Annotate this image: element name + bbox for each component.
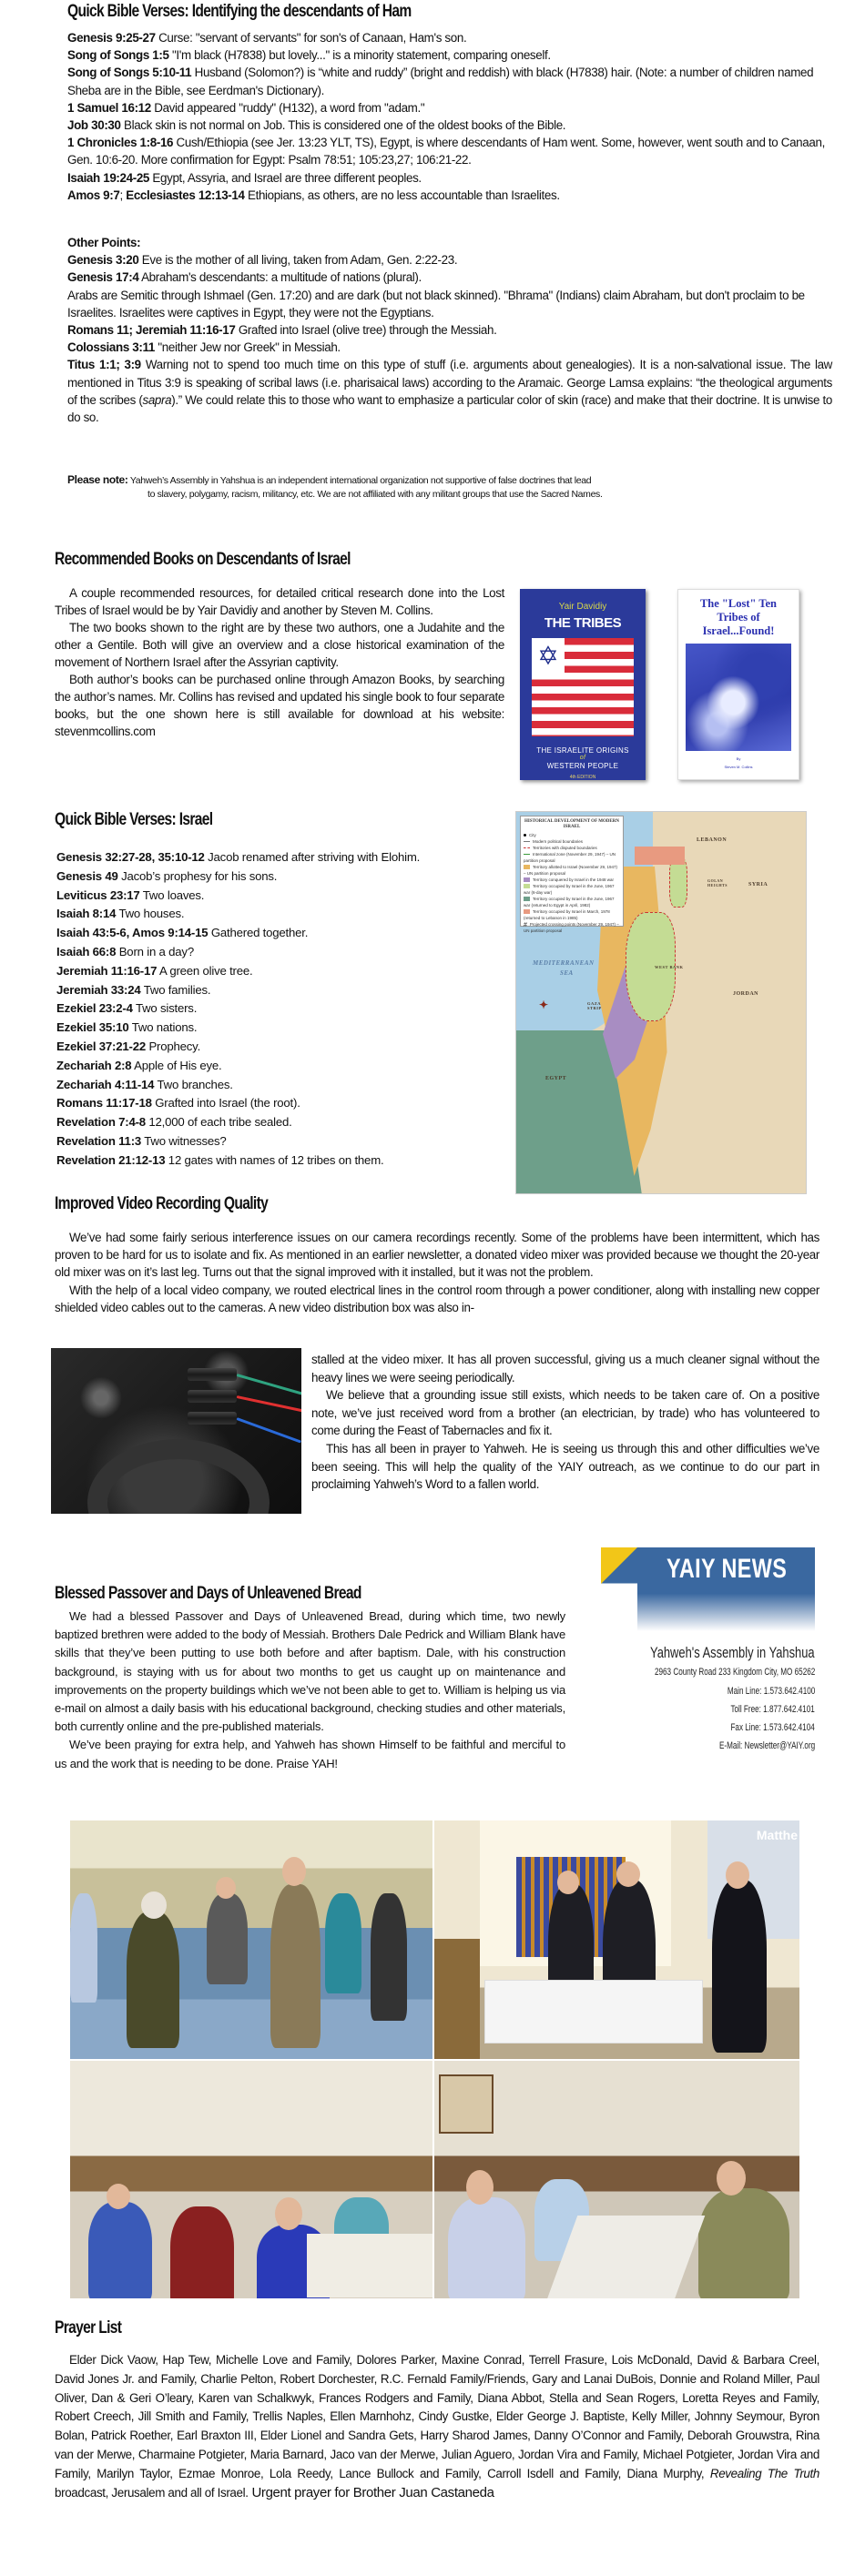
verse-ref: Zechariah 4:11-14 xyxy=(56,1077,155,1091)
legend-swatch xyxy=(524,865,530,869)
coiled-cable xyxy=(87,1439,270,1514)
legend-swatch xyxy=(524,909,530,914)
point-item xyxy=(67,287,832,321)
ham-heading: Quick Bible Verses: Identifying the descendants of Ham xyxy=(67,2,412,21)
point-text: Grafted into Israel (olive tree) through the Messiah. xyxy=(235,323,497,338)
verse-ref: Zechariah 2:8 xyxy=(56,1058,132,1072)
map-label-lebanon: LEBANON xyxy=(697,837,728,843)
verse-ref: Isaiah 8:14 xyxy=(56,907,117,921)
point-item xyxy=(67,251,832,269)
video-cables-photo xyxy=(51,1348,301,1514)
video-paragraph: We believe that a grounding issue still exists, which needs to be taken care of. On a positive note, we’ve just received word from a brother (an electrician, by trade) who has volunteered to come during the Feast of Tabernacles and fix it. xyxy=(311,1388,819,1438)
verse-text: Gathered together. xyxy=(208,926,309,940)
verse-text: Two branches. xyxy=(154,1077,233,1091)
verse-item xyxy=(56,867,512,887)
legend-swatch xyxy=(524,854,530,855)
person-head xyxy=(216,1877,236,1899)
point-italic: sapra xyxy=(142,392,172,407)
verse-ref: Jeremiah 33:24 xyxy=(56,982,141,997)
verse-ref: Jeremiah 11:16-17 xyxy=(56,963,158,978)
person-head xyxy=(275,2197,302,2230)
map-legend xyxy=(520,816,624,933)
verse-ref: 1 Samuel 16:12 xyxy=(67,100,151,115)
verse-text: Jacob renamed after striving with Elohim. xyxy=(204,850,421,864)
legend-swatch xyxy=(524,834,526,837)
point-text: ).” We could relate this to those who want to emphasize a particular color of skin (race) and make that their doctrine. It is unwise to do so. xyxy=(67,392,832,425)
person xyxy=(698,2188,789,2298)
verse-text: Two families. xyxy=(140,982,211,997)
ham-verse-list xyxy=(67,29,832,204)
map-golan-region xyxy=(669,857,687,908)
ship-in-storm-illustration xyxy=(686,644,791,751)
books-paragraph: Both author’s books can be purchased online through Amazon Books, by searching the author’s names. Mr. Collins has revised and updated his single book to four separate books, but the one shown here is still available for download at his website: stevenmcollins.com xyxy=(55,673,504,738)
verse-ref: Ezekiel 35:10 xyxy=(56,1020,129,1035)
verse-text: A green olive tree. xyxy=(157,963,253,978)
subtitle-line: WESTERN PEOPLE xyxy=(546,762,619,770)
world-map-poster xyxy=(439,2074,494,2134)
verse-ref: Genesis 32:27-28, 35:10-12 xyxy=(56,850,205,864)
map-label-sea: SEA xyxy=(560,969,574,977)
verse-text: Two houses. xyxy=(116,907,185,921)
verse-item xyxy=(56,1076,512,1095)
verse-item xyxy=(67,187,832,204)
books-heading: Recommended Books on Descendants of Israel xyxy=(55,550,351,569)
video-heading: Improved Video Recording Quality xyxy=(55,1194,269,1213)
title-line: The "Lost" Ten xyxy=(699,597,778,610)
books-paragraph: A couple recommended resources, for detailed critical research done into the Lost Tribes of Israel would be by Yair Davidiy and another by Steven M. Collins. xyxy=(55,586,504,617)
legend-label: Territory allotted to Israel (November 29, 1947) – UN partition proposal xyxy=(524,865,618,876)
verse-item xyxy=(67,117,832,134)
map-label-sea: MEDITERRANEAN xyxy=(533,959,595,967)
point-text: Abraham's descendants: a multitude of nations (plural). xyxy=(138,270,422,285)
passover-body xyxy=(55,1607,565,1773)
verse-item xyxy=(56,1057,512,1076)
verse-text: Curse: "servant of servants" for son's of Canaan, Ham's son. xyxy=(155,31,467,45)
verse-item xyxy=(56,848,512,867)
map-lebanon-occupied-region xyxy=(635,847,685,865)
verse-ref: Ezekiel 37:21-22 xyxy=(56,1039,146,1053)
fellowship-meal-photo-2 xyxy=(434,2061,799,2298)
person-head xyxy=(557,1871,579,1894)
verse-text: Black skin is not normal on Job. This is considered one of the oldest books of the Bible. xyxy=(120,118,566,133)
verse-text: Husband (Solomon?) is “white and ruddy” (bright and reddish) with black (H7838) hair. (Note: a number of children named Sheba are in the Bible, see Eerdman's Dictionary). xyxy=(67,66,814,97)
bnc-connector xyxy=(188,1412,237,1425)
legend-label: Projected crossing points (November 29, 1947) – UN partition proposal xyxy=(524,922,619,933)
legend-item xyxy=(524,864,620,877)
legend-item xyxy=(524,883,620,896)
verse-text: Two sisters. xyxy=(132,1001,198,1016)
email-link[interactable]: E-Mail: Newsletter@YAIY.org xyxy=(718,1740,815,1751)
verse-ref: Isaiah 19:24-25 xyxy=(67,170,150,185)
video-body-top xyxy=(55,1229,819,1316)
verse-ref: Isaiah 66:8 xyxy=(56,944,117,958)
legend-swatch xyxy=(524,884,530,888)
green-cable xyxy=(237,1374,301,1395)
verse-ref: Song of Songs 1:5 xyxy=(67,48,169,63)
person xyxy=(170,2206,234,2298)
video-paragraph: We’ve had some fairly serious interference issues on our camera recordings recently. Some of the problems have been intermittent, which has proven to be hard for us to isolate and fix. As mentioned in an earlier newsletter, a donated video mixer was provided because we thought the 20-year old mixer was on it’s last leg. Turns out that the signal improved with it installed, but it was not the problem. xyxy=(55,1231,819,1280)
book-cover-the-tribes[interactable] xyxy=(520,589,646,780)
point-ref: Colossians 3:11 xyxy=(67,340,155,355)
verse-text: Cush/Ethiopia (see Jer. 13:23 YLT, TS), Egypt, is where descendants of Ham went. Some, however, went south and to Canaan, Gen. 10:6-20. More confirmation for Egypt: Psalm 78:51; 105:23,27; 106:21-22. xyxy=(67,136,825,167)
israel-heading: Quick Bible Verses: Israel xyxy=(55,810,213,829)
verse-item xyxy=(56,999,512,1019)
subtitle-line: THE ISRAELITE ORIGINS xyxy=(536,746,629,755)
verse-item xyxy=(56,1151,512,1171)
subtitle-of: of xyxy=(579,755,586,761)
point-text: Eve is the mother of all living, taken from Adam, Gen. 2:22-23. xyxy=(138,253,458,268)
verse-text: Two loaves. xyxy=(139,887,205,902)
video-paragraph: With the help of a local video company, we routed electrical lines in the control room through a power conditioner, along with installing new copper shielded video cables out to the cameras. A new video distribution box was also in- xyxy=(55,1283,819,1314)
legend-swatch xyxy=(524,877,530,882)
verse-item xyxy=(67,99,832,117)
verse-item xyxy=(67,29,832,46)
person-head xyxy=(466,2170,494,2205)
verse-ref: Revelation 11:3 xyxy=(56,1133,142,1148)
person-head xyxy=(616,1861,640,1887)
yaiy-news-box xyxy=(601,1547,815,1766)
communion-table xyxy=(484,1980,703,2044)
point-ref: Genesis 17:4 xyxy=(67,270,139,285)
verse-ref: Genesis 49 xyxy=(56,868,118,883)
book-subtitle xyxy=(536,745,628,771)
point-item xyxy=(67,339,832,356)
note-line-1: Yahweh’s Assembly in Yahshua is an independent international organization not supportive of false doctrines that lead xyxy=(127,475,592,486)
point-ref: Genesis 3:20 xyxy=(67,253,139,268)
map-label-westbank: WEST BANK xyxy=(655,965,684,969)
passover-heading: Blessed Passover and Days of Unleavened Bread xyxy=(55,1584,361,1603)
crossing-point-icon: # xyxy=(524,922,527,929)
legend-label: City xyxy=(529,833,536,837)
verse-item xyxy=(56,962,512,981)
prayer-list xyxy=(55,2351,819,2502)
baptism-prayer-photo xyxy=(434,1820,799,2059)
bnc-connector xyxy=(188,1390,237,1403)
legend-item xyxy=(524,921,620,934)
verse-text: "I'm black (H7838) but lovely..." is a minority statement, comparing oneself. xyxy=(168,48,551,63)
projector-screen: Matthe xyxy=(707,1820,799,1939)
book-by: By xyxy=(736,756,741,761)
point-item xyxy=(67,321,832,339)
person xyxy=(207,1893,248,1984)
book-cover-lost-ten-tribes[interactable] xyxy=(677,589,799,780)
book-author: Steven M. Collins xyxy=(724,765,753,769)
person-head xyxy=(726,1861,749,1889)
verse-text: Egypt, Assyria, and Israel are three different peoples. xyxy=(149,170,422,185)
broadcast-name: Revealing The Truth xyxy=(709,2466,819,2480)
verse-item xyxy=(67,64,832,98)
compass-rose-icon: ✦ xyxy=(539,999,549,1011)
legend-item xyxy=(524,877,620,883)
verse-text: Two nations. xyxy=(128,1020,198,1035)
note-label: Please note: xyxy=(67,473,128,486)
verse-ref: Isaiah 43:5-6, Amos 9:14-15 xyxy=(56,926,209,940)
video-body-right xyxy=(311,1351,819,1494)
map-label-gaza: GAZA STRIP xyxy=(587,1001,602,1010)
person xyxy=(712,1880,767,2053)
legend-item xyxy=(524,832,620,838)
verse-text: Ethiopians, as others, are no less accountable than Israelites. xyxy=(244,188,560,202)
israel-history-map[interactable] xyxy=(515,811,807,1194)
legend-label: Territory conquered by Israel in the 1948 war xyxy=(533,877,615,882)
map-label-syria: SYRIA xyxy=(748,882,768,887)
video-paragraph: This has all been in prayer to Yahweh. He is seeing us through this and other difficulties we’ve been seeing. This will help the quality of the YAIY outreach, as we continue to do our part in proclaiming Yahweh’s Word to a fallen world. xyxy=(311,1441,819,1492)
book-author: Yair Davidiy xyxy=(558,602,607,612)
note-line-2: to slavery, polygamy, racism, militancy, etc. We are not affiliated with any militant groups that use the Sacred Names. xyxy=(148,489,603,500)
verse-separator: ; xyxy=(119,188,127,202)
fax-line: Fax Line: 1.573.642.4104 xyxy=(730,1722,815,1733)
news-accent-triangle xyxy=(601,1547,637,1584)
blue-cable xyxy=(236,1417,301,1443)
other-points-label: Other Points: xyxy=(67,236,141,249)
verse-text: Prophecy. xyxy=(145,1039,201,1053)
point-text: Arabs are Semitic through Ishmael (Gen. 17:20) and are dark (but not black skinned). "Bhrama" (Indians) claim Abraham, but don't proclaim to be Israelites. Israelites were captives in Egypt, they were not the Egyptians. xyxy=(67,288,805,319)
person xyxy=(325,1893,361,1993)
person-head xyxy=(282,1857,306,1886)
books-body xyxy=(55,584,504,740)
passover-photo-collage xyxy=(70,1820,799,2298)
verse-ref: Amos 9:7 xyxy=(67,188,120,202)
verse-ref: Song of Songs 5:10-11 xyxy=(67,66,192,80)
prayer-names: Elder Dick Vaow, Hap Tew, Michelle Love and Family, Dolores Parker, Maxine Conrad, Terrell Frasure, Lois McDonald, David & Barbara Creel, David Jones Jr. and Family, Charlie Pelton, Robert Dorchester, R.C. Fernald Family/Friends, Gary and Lanai DuBois, Donnie and Roland Miller, Paul Oliver, Dan & Geri O’leary, Karen van Schalkwyk, Frances Rodgers and Family, Diana Abbot, Stella and Sean Rogers, Loretta Reyes and Family, Robert Creech, Jill Smith and Family, Trellis Naples, Ellen Marnhohz, Cindy Gustke, Elder George J. Baptiste, Kelly Miller, Johnny Seymour, Byron Bolan, Patrick Roether, Earl Braxton III, Elder Lionel and Sandra Gets, Harry Sharod James, Danny O’Connor and Family, Deborah Grouwstra, Rina van der Merwe, Charmaine Potgieter, Maria Barnard, Jaco van der Merwe, Julian Aguero, Jordan Vira and Family, Michael Potgieter, Jordan Vira and Family, Marilyn Taylor, Ezmae Monroe, Lola Reedy, Lance Bullock and Family, Carroll Isdell and Family, Diana Murphy, xyxy=(55,2353,819,2480)
verse-item xyxy=(56,1113,512,1132)
verse-ref: Job 30:30 xyxy=(67,118,121,133)
map-label-jordan: JORDAN xyxy=(733,991,758,997)
books-paragraph: The two books shown to the right are by these two authors, one a Judahite and the other a Gentile. Both will give an overview and a close historical examination of the movement of Northern Israel after the Assyrian captivity. xyxy=(55,621,504,669)
verse-ref: Ezekiel 23:2-4 xyxy=(56,1001,133,1016)
verse-text: Two witnesses? xyxy=(141,1133,227,1148)
verse-text: 12 gates with names of 12 tribes on them. xyxy=(165,1152,384,1167)
point-item xyxy=(67,269,832,286)
bnc-connector xyxy=(188,1368,237,1381)
person xyxy=(70,1893,97,2003)
verse-item xyxy=(67,134,832,168)
person-head xyxy=(107,2184,130,2209)
verse-item xyxy=(56,924,512,943)
red-cable xyxy=(237,1395,301,1413)
verse-item xyxy=(56,981,512,1000)
verse-item xyxy=(67,169,832,187)
legend-label: Territory occupied by Israel in March, 1978 (returned to Lebanon in 1985) xyxy=(524,909,610,920)
book-title: THE TRIBES xyxy=(544,615,622,631)
verse-text: Grafted into Israel (the root). xyxy=(151,1096,300,1111)
point-ref: Romans 11; Jeremiah 11:16-17 xyxy=(67,323,236,338)
verse-ref: Romans 11:17-18 xyxy=(56,1096,152,1111)
org-name: Yahweh's Assembly in Yahshua xyxy=(650,1644,815,1661)
legend-label: Territory occupied by Israel in the June, 1967 war (returned to Egypt in April, 1982) xyxy=(524,897,615,908)
legend-swatch xyxy=(524,841,530,842)
verse-ref: Revelation 7:4-8 xyxy=(56,1115,146,1130)
fellowship-meal-photo-1 xyxy=(70,2061,432,2298)
person xyxy=(127,1912,179,2048)
news-title: YAIY NEWS xyxy=(667,1554,788,1584)
star-of-david-icon: ✡ xyxy=(532,638,565,673)
verse-item xyxy=(56,1094,512,1113)
podium xyxy=(434,1939,480,2059)
toll-free-phone[interactable]: Toll Free: 1.877.642.4101 xyxy=(730,1704,815,1715)
verse-text: Born in a day? xyxy=(116,944,194,958)
point-text: "neither Jew nor Greek" in Messiah. xyxy=(154,340,341,355)
person xyxy=(88,2202,152,2298)
verse-ref: 1 Chronicles 1:8-16 xyxy=(67,136,174,150)
map-title: HISTORICAL DEVELOPMENT OF MODERN ISRAEL xyxy=(524,819,619,829)
worship-singing-photo xyxy=(70,1820,432,2059)
person xyxy=(448,2197,525,2298)
verse-item xyxy=(56,887,512,906)
passover-paragraph: We’ve been praying for extra help, and Yahweh has shown Himself to be faithful and merciful to us and the work that is needing to be done. Praise YAH! xyxy=(55,1738,565,1770)
legend-item xyxy=(524,896,620,908)
point-ref: Titus 1:1; 3:9 xyxy=(67,358,141,372)
person xyxy=(270,1884,321,2048)
tribes-flag-graphic xyxy=(532,638,634,736)
legend-item xyxy=(524,845,620,851)
prayer-heading: Prayer List xyxy=(55,2318,122,2338)
map-label-golan: GOLAN HEIGHTS xyxy=(707,878,728,887)
passover-paragraph: We had a blessed Passover and Days of Unleavened Bread, during which time, two newly baptized brethren were added to the body of Messiah. Brothers Dale Pedrick and William Blank have skills that they’ve been putting to use both before and after baptism. Dale, with his construction background, is staying with us for about two months to get us caught up on maintenance and improvements on the property buildings which we’ve not been able to get to. William is helping us via e-mail on almost a daily basis with his educational background, checking studies and other materials, both currently online and the pre-published materials. xyxy=(55,1609,565,1734)
disclaimer-note xyxy=(67,473,768,502)
verse-ref: Genesis 9:25-27 xyxy=(67,31,156,45)
verse-item xyxy=(56,943,512,962)
legend-item xyxy=(524,838,620,845)
verse-ref: Revelation 21:12-13 xyxy=(56,1152,166,1167)
legend-item xyxy=(524,908,620,921)
prayer-list-text xyxy=(55,2351,819,2502)
org-address: 2963 County Road 233 Kingdom City, MO 65262 xyxy=(654,1667,815,1678)
verse-ref: Leviticus 23:17 xyxy=(56,887,140,902)
verse-item xyxy=(56,1019,512,1038)
legend-swatch xyxy=(524,847,530,848)
legend-label: Territories with disputed boundaries xyxy=(533,846,597,850)
prayer-names: broadcast, Jerusalem and all of Israel. xyxy=(55,2485,249,2500)
legend-label: Territory occupied by Israel in the June, 1967 war (6-day war) xyxy=(524,884,615,895)
video-paragraph: stalled at the video mixer. It has all proven successful, giving us a much cleaner signal without the heavy lines we were seeing periodically. xyxy=(311,1353,819,1384)
other-points-list xyxy=(67,234,832,426)
title-line: Israel...Found! xyxy=(702,624,775,637)
legend-swatch xyxy=(524,897,530,901)
verse-text: Apple of His eye. xyxy=(131,1058,222,1072)
book-edition: 4th EDITION xyxy=(569,775,596,780)
israel-verse-list xyxy=(56,848,512,1171)
point-text: Warning not to spend too much time on this type of stuff (i.e. arguments about genealogies). It is a non-salvational issue. The law mentioned in Titus 3:9 is speaking of scribal laws (i.e. pharisaical laws) according to the Aramaic. George Lamsa explains: “the theological arguments of the scribes ( xyxy=(67,358,832,407)
person xyxy=(371,1893,407,2021)
verse-text: 12,000 of each tribe sealed. xyxy=(145,1115,292,1130)
verse-item xyxy=(56,1038,512,1057)
verse-ref: Ecclesiastes 12:13-14 xyxy=(126,188,245,202)
map-label-egypt: EGYPT xyxy=(545,1076,567,1081)
person-head xyxy=(717,2161,746,2196)
urgent-prayer: Urgent prayer for Brother Juan Castaneda xyxy=(248,2484,494,2500)
legend-label: Modern political boundaries xyxy=(533,839,584,844)
point-item xyxy=(67,356,832,426)
person-head xyxy=(141,1891,167,1919)
verse-item xyxy=(56,905,512,924)
verse-text: David appeared "ruddy" (H132), a word from "adam." xyxy=(150,100,425,115)
legend-label: International zone (November 29, 1947) – UN partition proposal xyxy=(524,852,616,863)
verse-item xyxy=(67,46,832,64)
main-phone[interactable]: Main Line: 1.573.642.4100 xyxy=(727,1686,815,1697)
legend-item xyxy=(524,851,620,864)
book-title xyxy=(700,597,777,638)
title-line: Tribes of xyxy=(717,611,760,624)
dining-table xyxy=(307,2234,432,2297)
verse-item xyxy=(56,1132,512,1151)
verse-text: Jacob’s prophesy for his sons. xyxy=(117,868,278,883)
